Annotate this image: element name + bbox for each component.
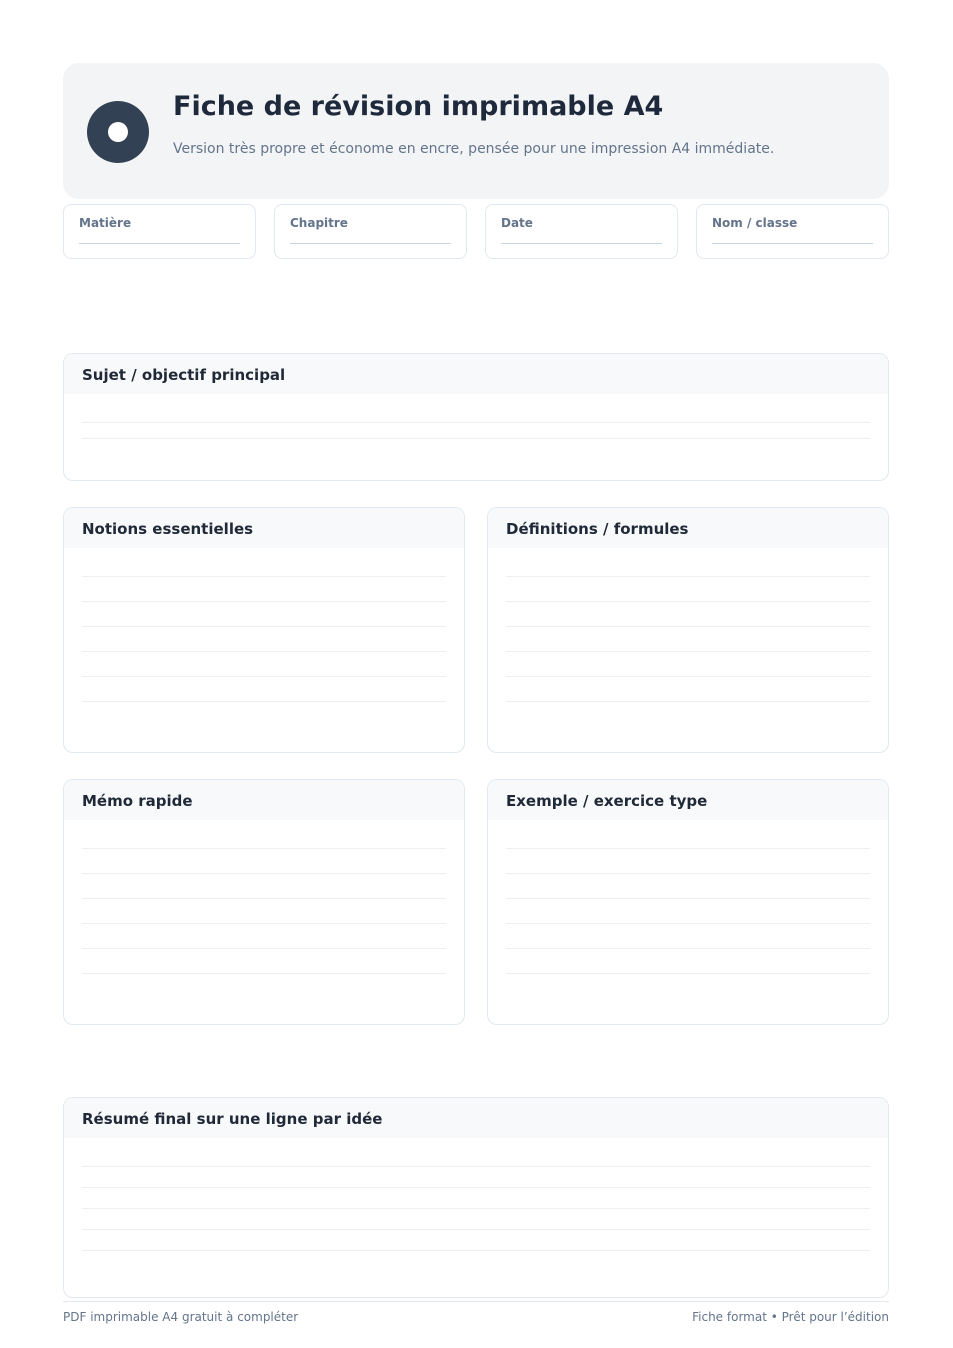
writing-line [506,626,870,627]
field-line [79,243,240,244]
section-memo[interactable] [63,779,465,1025]
page-subtitle: Version très propre et économe en encre, pensée pour une impression A4 immédiate. [173,141,775,157]
section-title: Définitions / formules [506,520,689,538]
name-class-field[interactable] [696,204,889,259]
writing-line [82,651,446,652]
writing-line [82,1229,870,1230]
section-title: Exemple / exercice type [506,792,708,810]
writing-line [82,848,446,849]
section-summary[interactable] [63,1097,889,1298]
section-header [64,1098,888,1138]
writing-line [506,676,870,677]
writing-line [82,422,870,423]
section-definitions[interactable] [487,507,889,753]
section-header [488,508,888,548]
writing-line [506,973,870,974]
section-header [64,508,464,548]
writing-line [506,601,870,602]
writing-line [506,898,870,899]
field-label: Nom / classe [712,216,798,230]
date-field[interactable] [485,204,678,259]
page-title: Fiche de révision imprimable A4 [173,91,664,122]
writing-line [82,438,870,439]
writing-line [82,1250,870,1251]
writing-line [82,873,446,874]
field-label: Chapitre [290,216,348,230]
footer-right-text: Fiche format • Prêt pour l’édition [692,1310,889,1324]
writing-line [82,576,446,577]
section-header [488,780,888,820]
writing-line [82,601,446,602]
writing-line [506,576,870,577]
writing-line [82,923,446,924]
footer-divider [63,1301,889,1302]
field-line [290,243,451,244]
writing-line [82,701,446,702]
chapter-field[interactable] [274,204,467,259]
section-notions[interactable] [63,507,465,753]
section-title: Résumé final sur une ligne par idée [82,1110,383,1128]
field-label: Date [501,216,533,230]
subject-field[interactable] [63,204,256,259]
section-subject[interactable] [63,353,889,481]
field-line [501,243,662,244]
section-header [64,780,464,820]
writing-line [506,948,870,949]
writing-line [82,676,446,677]
section-title: Mémo rapide [82,792,193,810]
writing-line [82,1187,870,1188]
writing-line [82,1166,870,1167]
section-header [64,354,888,394]
section-title: Notions essentielles [82,520,254,538]
disc-icon [87,101,149,163]
section-title: Sujet / objectif principal [82,366,286,384]
writing-line [506,848,870,849]
writing-line [506,923,870,924]
writing-line [506,873,870,874]
section-example[interactable] [487,779,889,1025]
footer-left-text: PDF imprimable A4 gratuit à compléter [63,1310,299,1324]
header-card [63,63,889,199]
field-line [712,243,873,244]
field-label: Matière [79,216,132,230]
writing-line [82,626,446,627]
writing-line [82,1208,870,1209]
writing-line [506,701,870,702]
writing-line [506,651,870,652]
writing-line [82,973,446,974]
writing-line [82,948,446,949]
writing-line [82,898,446,899]
